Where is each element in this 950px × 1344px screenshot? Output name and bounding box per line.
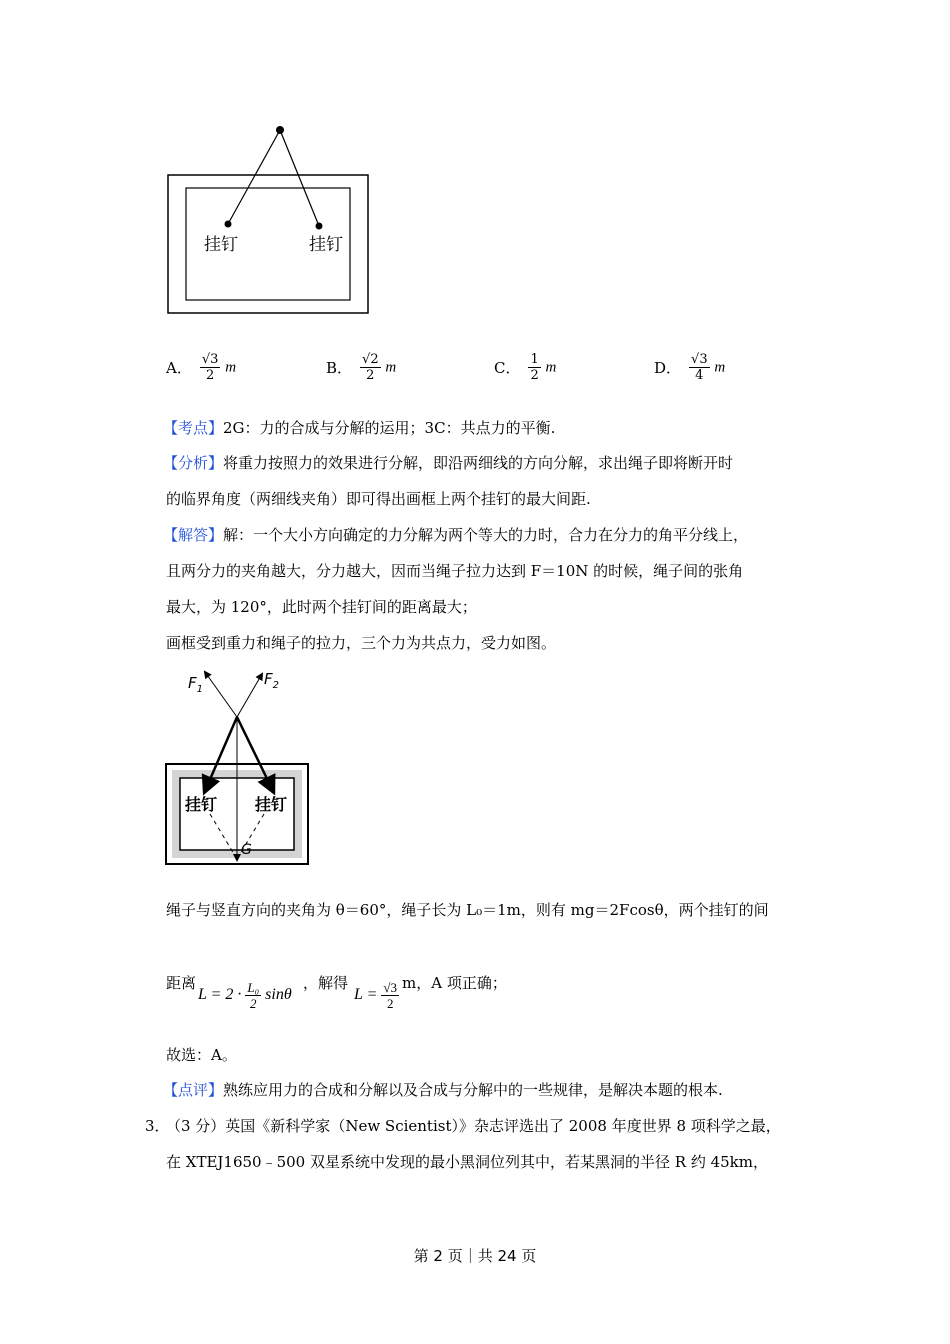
nail-label-left-2: 挂钉	[185, 795, 218, 814]
q3-number: 3．	[145, 1117, 170, 1135]
nail-label-right-2: 挂钉	[255, 795, 288, 814]
force-f2-label: $F_2$	[264, 670, 280, 691]
equation-1: L = 2 · $\frac{\text{L₀}}{2}$ sinθ	[198, 980, 292, 1011]
figure-force-diagram	[160, 664, 320, 874]
kaodian-tag: 【考点】	[163, 419, 224, 437]
jieda-line-1: 【解答】解：一个大小方向确定的力分解为两个等大的力时，合力在分力的角平分线上，	[163, 526, 749, 544]
jieda-tag: 【解答】	[163, 526, 224, 544]
q3-line-1: （3 分）英国《新科学家（New Scientist）》杂志评选出了 2008 年度世界 8 项科学之最，	[166, 1117, 781, 1135]
option-c: C． $\frac{1}{2}$ m	[494, 352, 557, 383]
page-footer: 第 2 页｜共 24 页	[413, 1247, 537, 1265]
dianping-tag: 【点评】	[163, 1081, 224, 1099]
jieda-line-4: 画框受到重力和绳子的拉力，三个力为共点力，受力如图。	[166, 634, 557, 652]
option-a: A． $\frac{√3}{2}$ m	[166, 352, 237, 383]
fenxi-tag: 【分析】	[163, 454, 224, 472]
figure-picture-frame	[160, 120, 380, 320]
jieda-line-2: 且两分力的夹角越大，分力越大，因而当绳子拉力达到 F＝10N 的时候，绳子间的张角	[166, 562, 744, 580]
gravity-g-label: G	[241, 842, 252, 858]
force-f1-label: $F_1$	[188, 674, 204, 695]
fenxi-line-2: 的临界角度（两细线夹角）即可得出画框上两个挂钉的最大间距.	[166, 490, 591, 508]
solution-line-1: 绳子与竖直方向的夹角为 θ＝60°，绳子长为 L₀＝1m，则有 mg＝2Fcosθ，两个挂钉的间	[166, 901, 769, 919]
jieda-line-3: 最大，为 120°，此时两个挂钉间的距离最大；	[166, 598, 477, 616]
kaodian-line: 【考点】2G：力的合成与分解的运用；3C：共点力的平衡.	[163, 419, 556, 437]
nail-label-left: 挂钉	[204, 235, 238, 255]
fenxi-line-1: 【分析】将重力按照力的效果进行分解，即沿两细线的方向分解，求出绳子即将断开时	[163, 454, 734, 472]
option-b: B． $\frac{√2}{2}$ m	[326, 352, 397, 383]
solution-line-2: 距离 L = 2 · $\frac{\text{L₀}}{2}$ sinθ ，解得 L = $\frac{√3}{2}$ m，A 项正确；	[166, 974, 507, 1011]
equation-2: L = $\frac{√3}{2}$	[354, 980, 398, 1011]
option-d: D． $\frac{√3}{4}$ m	[654, 352, 726, 383]
q3-line-2: 在 XTEJ1650﹣500 双星系统中发现的最小黑洞位列其中，若某黑洞的半径 R 约 45km，	[166, 1153, 768, 1171]
dianping-line: 【点评】熟练应用力的合成和分解以及合成与分解中的一些规律，是解决本题的根本.	[163, 1081, 723, 1099]
answer-line: 故选：A。	[166, 1046, 237, 1064]
nail-label-right: 挂钉	[309, 235, 343, 255]
